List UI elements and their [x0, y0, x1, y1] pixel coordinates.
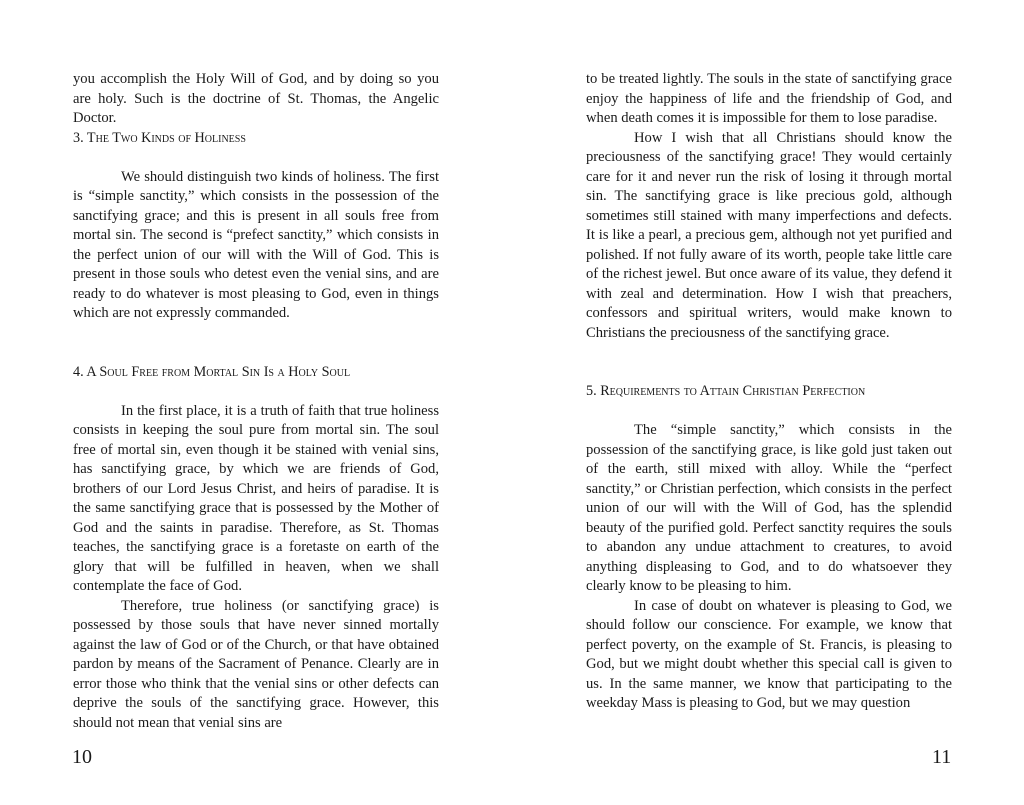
paragraph-continued: to be treated lightly. The souls in the state of sanctifying grace enjoy the happiness of life and the friendship of God, and when death comes it is impossible for them to lose paradise. — [586, 71, 952, 126]
paragraph: Therefore, true holiness (or sanctifying grace) is possessed by those souls that have never sinned mortally against the law of God or of the Church, or that have obtained pardon by means of the Sacrament of Penance. Clearly are in error those who think that the venial sins or other defects can deprive the souls of the sanctifying grace. However, this should not mean that venial sins are — [73, 597, 439, 731]
paragraph: In case of doubt on whatever is pleasing to God, we should follow our conscience. For example, we know that perfect poverty, on the example of St. Francis, is pleasing to God, but we might doubt whether this special call is given to us. In the same manner, we know that participating to the weekday Mass is pleasing to God, but we may question — [586, 597, 952, 711]
spacer — [73, 382, 439, 402]
page-number-right: 11 — [932, 746, 952, 768]
left-page — [73, 70, 439, 733]
right-page — [586, 70, 952, 714]
paragraph: In the first place, it is a truth of faith that true holiness consists in keeping the soul pure from mortal sin. The soul free of mortal sin, even though it be stained with venial sins, has sanctifying grace, by which we are friends of God, brothers of our Lord Jesus Christ, and heirs of paradise. It is the same sanctifying grace that is possessed by the Mother of God and the saints in paradise. Therefore, as St. Thomas teaches, the sanctifying grace is a foretaste on earth of the glory that will be fulfilled in heaven, when we shall contemplate the face of God. — [73, 402, 439, 594]
spacer — [586, 343, 952, 382]
spacer — [586, 402, 952, 422]
paragraph: The “simple sanctity,” which consists in the possession of the sanctifying grace, is like gold just taken out of the earth, still mixed with alloy. While the “perfect sanctity,” or Christian perfection, which consists in the perfect union of our will with the Will of God, has the splendid beauty of the purified gold. Perfect sanctity requires the souls to abandon any undue attachment to creatures, to avoid anything displeasing to God, and to do whatsoever they clearly know to be pleasing to him. — [586, 422, 952, 594]
section-heading-3: 3. The Two Kinds of Holiness — [73, 129, 246, 146]
spacer — [73, 324, 439, 363]
spacer — [73, 148, 439, 168]
paragraph: We should distinguish two kinds of holiness. The first is “simple sanctity,” which consists in the possession of the sanctifying grace; and this is present in all souls free from mortal sin. The second is “prefect sanctity,” which consists in the perfect union of our will with the Will of God. This is present in those souls who detest even the venial sins, and are ready to do whatever is most pleasing to God, even in things which are not expressly commanded. — [73, 168, 439, 321]
paragraph: How I wish that all Christians should know the preciousness of the sanctifying grace! They would certainly care for it and never run the risk of losing it through mortal sin. The sanctifying grace is like precious gold, although sometimes still stained with many imperfections and defects. It is like a pearl, a precious gem, although not yet purified and polished. If not fully aware of its worth, people take little care of the richest jewel. But once aware of its value, they defend it with zeal and determination. How I wish that preachers, confessors and spiritual writers, would make known to Christians the preciousness of the sanctifying grace. — [586, 129, 952, 341]
section-heading-4: 4. A Soul Free from Mortal Sin Is a Holy Soul — [73, 363, 351, 380]
section-heading-5: 5. Requirements to Attain Christian Perfection — [586, 383, 866, 399]
page-number-left: 10 — [72, 746, 92, 768]
paragraph-intro: you accomplish the Holy Will of God, and by doing so you are holy. Such is the doctrine of St. Thomas, the Angelic Doctor. — [73, 71, 439, 126]
